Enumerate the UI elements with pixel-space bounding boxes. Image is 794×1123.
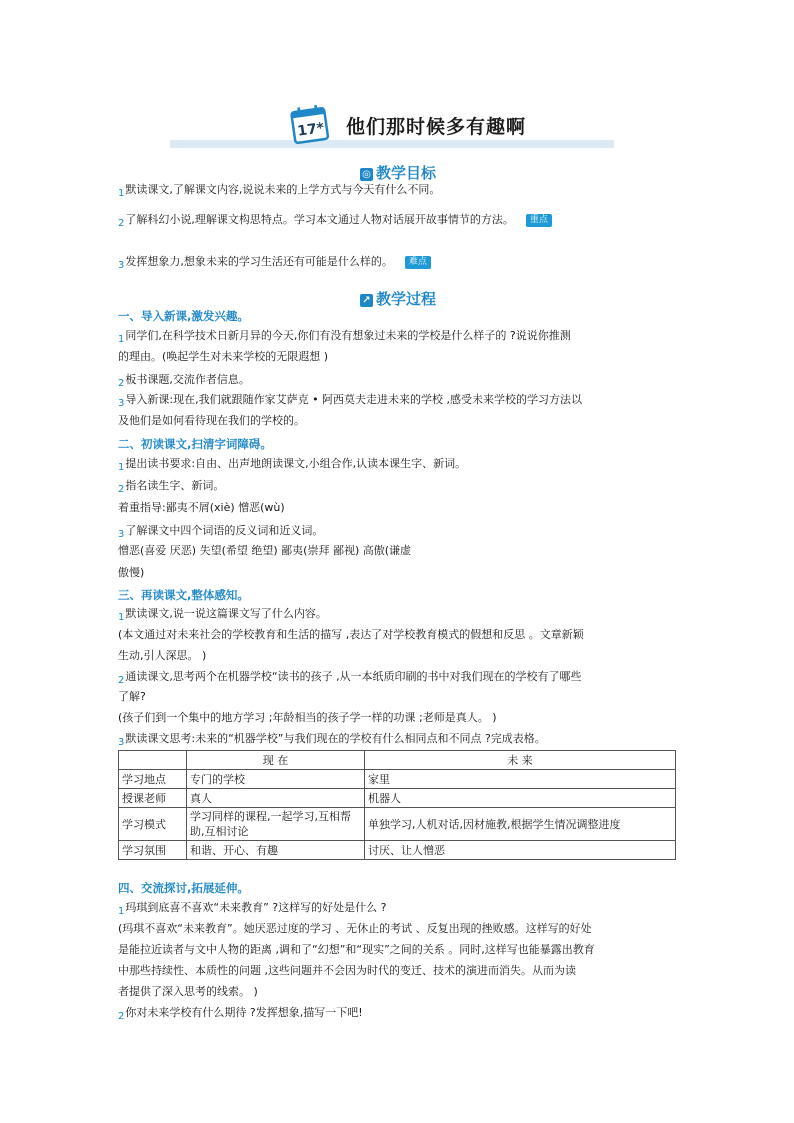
page-title: 他们那时候多有趣啊 xyxy=(346,116,527,138)
title-underline-band xyxy=(170,140,614,148)
s2-step-3: 3了解课文中四个词语的反义词和近义词。 xyxy=(118,524,324,540)
s3-step-2-cont: 了解? xyxy=(118,690,146,703)
s2-words: 憎恶(喜爱 厌恶) 失望(希望 绝望) 鄙夷(崇拜 鄙视) 高傲(谦虚 xyxy=(118,544,412,557)
process-heading: ↗ 教学过程 xyxy=(118,288,678,309)
col-header-now: 现 在 xyxy=(187,751,365,770)
goal-item-1: 1默读课文,了解课文内容,说说未来的上学方式与今天有什么不同。 xyxy=(118,183,441,199)
s1-step-2: 2板书课题,交流作者信息。 xyxy=(118,373,250,389)
lesson-number: 17* xyxy=(296,120,326,140)
lesson-title-banner xyxy=(170,104,614,150)
table-row: 学习氛围 和谐、开心、有趣 讨厌、让人憎恶 xyxy=(119,841,676,860)
key-point-badge: 重点 xyxy=(526,214,552,227)
s3-answer-1-cont: 生动,引人深思。 ) xyxy=(118,649,207,662)
s1-step-3: 3导入新课:现在,我们就跟随作家艾萨克 • 阿西莫夫走进未来的学校 ,感受未来学校的学习方法以 xyxy=(118,393,583,409)
target-icon: ◎ xyxy=(360,168,373,181)
s2-words-cont: 傲慢) xyxy=(118,566,145,579)
s1-step-1-cont: 的理由。(唤起学生对未来学校的无限遐想 ) xyxy=(118,350,329,363)
s4-answer-1-l3: 中那些持续性、本质性的问题 ,这些问题并不会因为时代的变迁、技术的演进而消失。从而为读 xyxy=(118,964,576,977)
s4-answer-1: (玛琪不喜欢“未来教育”。她厌恶过度的学习 、无休止的考试 、反复出现的挫败感。这样写的好处 xyxy=(118,922,592,935)
s2-guide: 着重指导:鄙夷不屑(xiè) 憎恶(wù) xyxy=(118,501,285,514)
s4-answer-1-l2: 是能拉近读者与文中人物的距离 ,调和了“幻想”和“现实”之间的关系 。同时,这样写也能暴露出教育 xyxy=(118,943,595,956)
calendar-icon xyxy=(290,104,330,144)
s4-answer-1-l4: 者提供了深入思考的线索。 ) xyxy=(118,985,258,998)
section-2-title: 二、初读课文,扫清字词障碍。 xyxy=(118,437,272,451)
process-icon: ↗ xyxy=(360,294,373,307)
s4-step-2: 2你对未来学校有什么期待 ?发挥想象,描写一下吧! xyxy=(118,1006,363,1022)
section-3-title: 三、再读课文,整体感知。 xyxy=(118,588,249,602)
section-4-title: 四、交流探讨,拓展延伸。 xyxy=(118,881,249,895)
table-row: 学习模式 学习同样的课程,一起学习,互相帮助,互相讨论 单独学习,人机对话,因材施教,根据学生情况调整进度 xyxy=(119,808,676,841)
s3-step-3: 3默读课文思考:未来的“机器学校”与我们现在的学校有什么相同点和不同点 ?完成表格。 xyxy=(118,732,546,748)
s3-step-2: 2通读课文,思考两个在机器学校“读书的孩子 ,从一本纸质印刷的书中对我们现在的学校有了哪些 xyxy=(118,670,582,686)
s3-step-1: 1默读课文,说一说这篇课文写了什么内容。 xyxy=(118,607,327,623)
s2-step-1: 1提出读书要求:自由、出声地朗读课文,小组合作,认读本课生字、新词。 xyxy=(118,457,467,473)
table-row: 授课老师 真人 机器人 xyxy=(119,789,676,808)
col-header-future: 未 来 xyxy=(365,751,676,770)
table-row: 学习地点 专门的学校 家里 xyxy=(119,770,676,789)
section-1-title: 一、导入新课,激发兴趣。 xyxy=(118,309,249,323)
goal-item-3: 3发挥想象力,想象未来的学习生活还有可能是什么样的。 难点 xyxy=(118,255,431,270)
s2-step-2: 2指名读生字、新词。 xyxy=(118,479,225,495)
s1-step-1: 1同学们,在科学技术日新月异的今天,你们有没有想象过未来的学校是什么样子的 ?说说你推测 xyxy=(118,329,571,345)
difficult-point-badge: 难点 xyxy=(405,256,431,269)
comparison-table xyxy=(118,750,676,860)
s4-step-1: 1玛琪到底喜不喜欢“未来教育” ?这样写的好处是什么 ? xyxy=(118,901,387,917)
s3-answer-2: (孩子们到一个集中的地方学习 ;年龄相当的孩子学一样的功课 ;老师是真人。 ) xyxy=(118,711,497,724)
table-header-row xyxy=(119,751,676,770)
goals-heading: ◎ 教学目标 xyxy=(118,162,678,183)
s1-step-3-cont: 及他们是如何看待现在我们的学校的。 xyxy=(118,414,305,427)
s3-answer-1: (本文通过对未来社会的学校教育和生活的描写 ,表达了对学校教育模式的假想和反思 。文章新颖 xyxy=(118,628,584,641)
goal-item-2: 2了解科幻小说,理解课文构思特点。学习本文通过人物对话展开故事情节的方法。 重点 xyxy=(118,213,552,228)
